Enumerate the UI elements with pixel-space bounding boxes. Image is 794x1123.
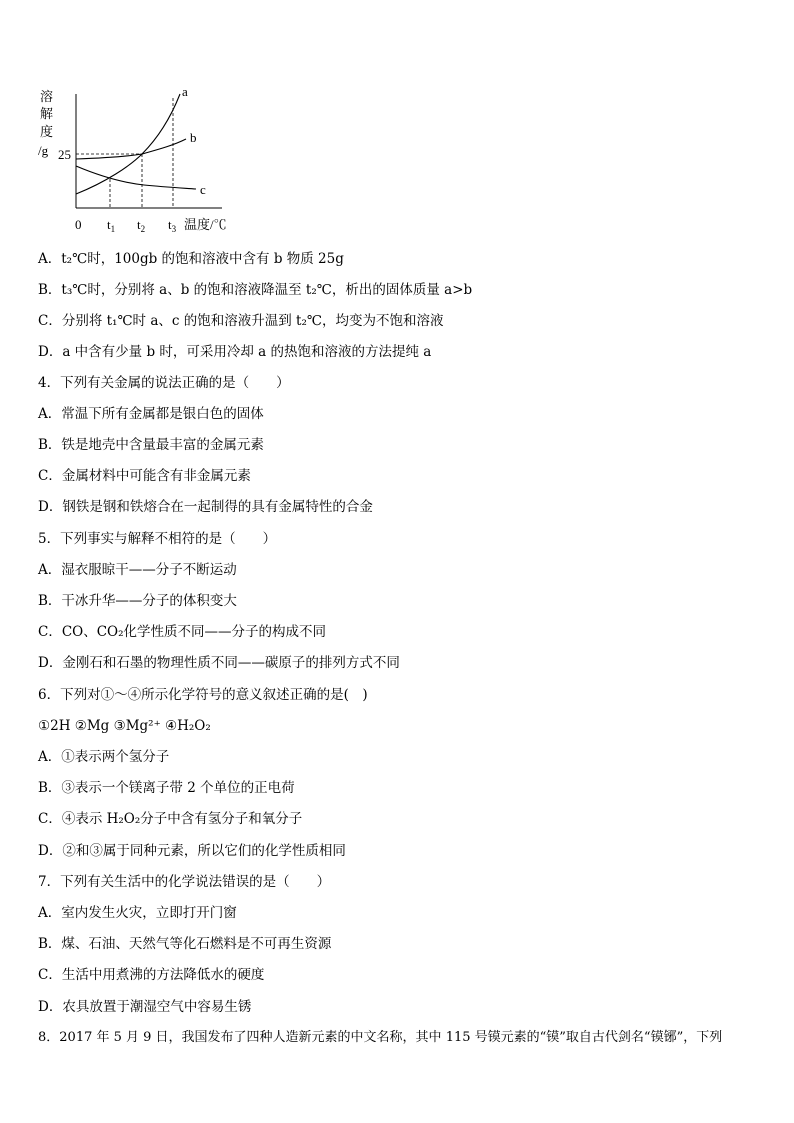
q5-stem: 5．下列事实与解释不相符的是（ ） [38,531,277,547]
q3-option-b: B．t₃℃时，分别将 a、b 的饱和溶液降温至 t₂℃，析出的固体质量 a>b [38,282,473,298]
q6-symbols: ①2H ②Mg ③Mg²⁺ ④H₂O₂ [38,718,211,734]
y-axis-label-char: /g [38,143,49,158]
q4-option-a: A．常温下所有金属都是银白色的固体 [38,406,264,422]
q5-option-a: A．湿衣服晾干——分子不断运动 [38,562,237,578]
y-axis-label-char: 解 [40,106,54,121]
q7-stem: 7．下列有关生活中的化学说法错误的是（ ） [38,874,331,890]
q6-option-d: D．②和③属于同种元素，所以它们的化学性质相同 [38,843,346,859]
y-axis-label-char: 溶 [40,89,54,104]
curve-a [76,94,180,194]
series-label-b: b [190,130,197,145]
q6-option-b: B．③表示一个镁离子带 2 个单位的正电荷 [38,780,295,796]
q3-option-c: C．分别将 t₁℃时 a、c 的饱和溶液升温到 t₂℃，均变为不饱和溶液 [38,313,444,329]
q4-option-b: B．铁是地壳中含量最丰富的金属元素 [38,437,264,453]
series-label-c: c [200,182,206,197]
q4-option-d: D．钢铁是钢和铁熔合在一起制得的具有金属特性的合金 [38,499,373,515]
q7-option-c: C．生活中用煮沸的方法降低水的硬度 [38,967,265,983]
q7-option-b: B．煤、石油、天然气等化石燃料是不可再生资源 [38,936,332,952]
q6-stem: 6．下列对①～④所示化学符号的意义叙述正确的是( ) [38,687,368,703]
q5-option-c: C．CO、CO₂化学性质不同——分子的构成不同 [38,624,327,640]
origin-label: 0 [75,217,82,232]
q7-option-a: A．室内发生火灾，立即打开门窗 [38,905,237,921]
series-label-a: a [182,84,188,99]
x-tick-label: $t_1$ [107,217,116,234]
q6-option-c: C．④表示 H₂O₂分子中含有氢分子和氧分子 [38,811,303,827]
q5-option-b: B．干冰升华——分子的体积变大 [38,593,237,609]
q4-stem: 4．下列有关金属的说法正确的是（ ） [38,375,290,391]
q4-option-c: C．金属材料中可能含有非金属元素 [38,468,251,484]
curve-b [76,139,186,159]
q6-option-a: A．①表示两个氢分子 [38,749,170,765]
y-axis-label-char: 度 [40,124,54,139]
x-tick-label: $t_3$ [168,217,177,234]
x-tick-label: $t_2$ [137,217,146,234]
q3-option-d: D．a 中含有少量 b 时，可采用冷却 a 的热饱和溶液的方法提纯 a [38,344,432,360]
q7-option-d: D．农具放置于潮湿空气中容易生锈 [38,999,252,1015]
reference-lines [76,98,173,208]
q5-option-d: D．金刚石和石墨的物理性质不同——碳原子的排列方式不同 [38,655,400,671]
y-tick-label: 25 [58,147,71,162]
q8-stem: 8．2017 年 5 月 9 日，我国发布了四种人造新元素的中文名称，其中 115 号镆元素的“镆”取自古代剑名“镆铘”，下列 [38,1030,723,1045]
solubility-chart [34,82,244,237]
x-axis-label: 温度/℃ [184,217,227,232]
q3-option-a: A．t₂℃时，100gb 的饱和溶液中含有 b 物质 25g [38,251,344,267]
